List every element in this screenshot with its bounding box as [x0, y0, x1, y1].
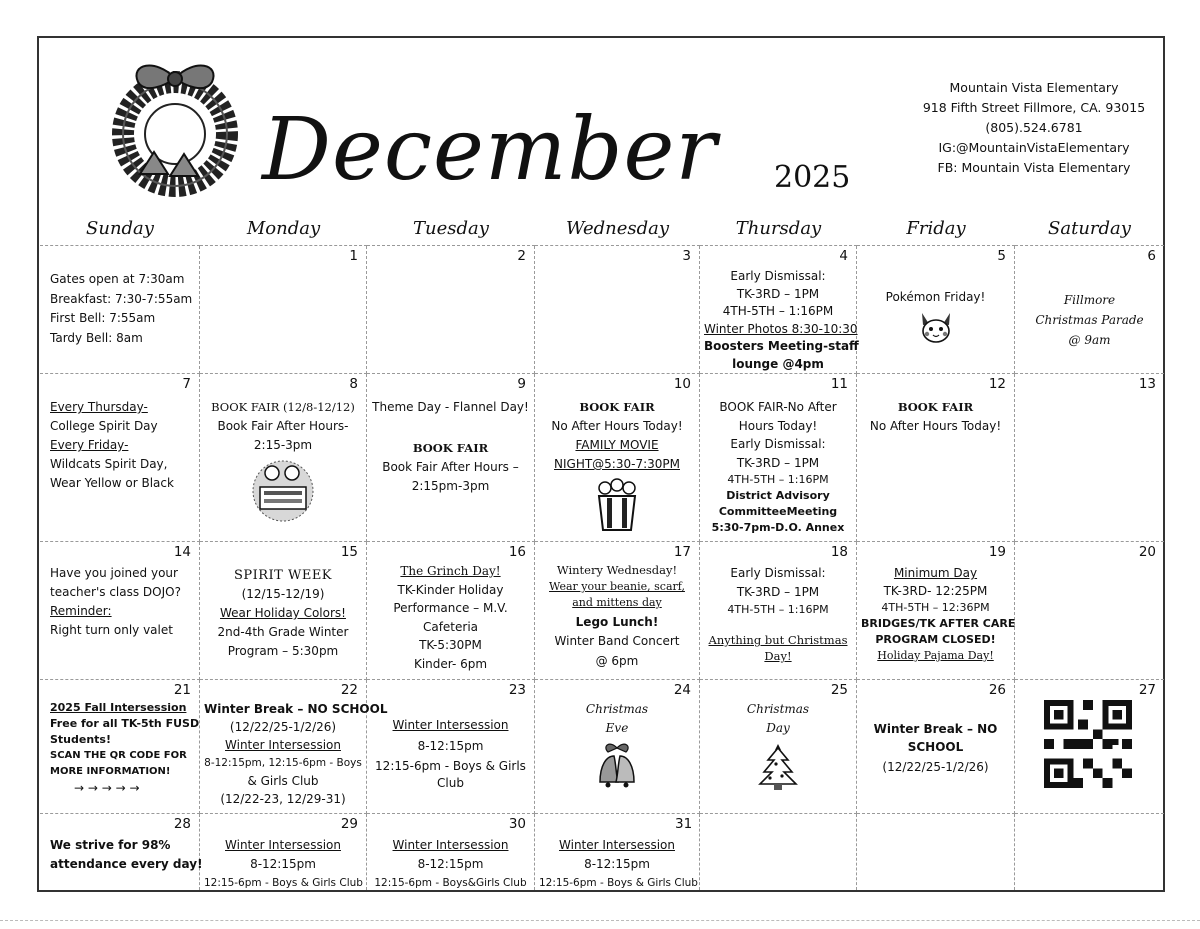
date-number: 1	[349, 248, 358, 264]
event-text: Wintery Wednesday!	[556, 563, 678, 577]
day-cell-dec-3	[535, 246, 700, 374]
event-text: NIGHT@5:30-7:30PM	[554, 457, 680, 471]
day-cell-dec-13	[1015, 374, 1164, 542]
day-cell-dec-7	[40, 374, 200, 542]
date-number: 10	[673, 376, 691, 392]
event-text: (12/15-12/19)	[241, 587, 325, 601]
day-cell-dec-17	[535, 542, 700, 680]
event-text: BOOK FAIR	[579, 400, 655, 414]
event-text: 4TH-5TH – 1:16PM	[722, 304, 834, 318]
page-bottom-rule	[0, 920, 1200, 921]
event-text: Winter Break – NO SCHOOL	[204, 702, 388, 716]
event-text: Winter Intersession	[225, 838, 341, 852]
event-text: College Spirit Day	[50, 419, 158, 433]
date-number: 12	[988, 376, 1006, 392]
event-text: Wildcats Spirit Day,	[50, 457, 168, 471]
date-number: 30	[508, 816, 526, 832]
event-text: District Advisory	[726, 489, 830, 502]
event-text: TK-5:30PM	[419, 638, 482, 652]
event-text: 2025 Fall Intersession	[50, 701, 187, 714]
event-text: We strive for 98%	[50, 838, 171, 852]
event-text: CommitteeMeeting	[718, 505, 838, 518]
date-number: 22	[340, 682, 358, 698]
day-cell-empty	[857, 814, 1015, 890]
dayname-monday: Monday	[200, 212, 367, 246]
school-phone: (805).524.6781	[985, 120, 1083, 135]
day-cell-dec-15	[200, 542, 367, 680]
day-cell-dec-29	[200, 814, 367, 890]
event-text: Wear Yellow or Black	[50, 476, 174, 490]
event-text: Early Dismissal:	[730, 566, 826, 580]
event-text: Every Friday-	[50, 438, 129, 452]
calendar-grid	[40, 212, 1164, 890]
date-number: 2	[517, 248, 526, 264]
date-number: 11	[830, 376, 848, 392]
pikachu-icon	[918, 311, 954, 345]
date-number: 27	[1138, 682, 1156, 698]
day-cell-dec-4	[700, 246, 857, 374]
date-number: 6	[1147, 248, 1156, 264]
day-cell-dec-30	[367, 814, 535, 890]
day-cell-dec-5	[857, 246, 1015, 374]
date-number: 21	[173, 682, 191, 698]
day-cell-dec-25	[700, 680, 857, 814]
date-number: 7	[182, 376, 191, 392]
event-text: 5:30-7pm-D.O. Annex	[711, 521, 845, 534]
day-cell-dec-9	[367, 374, 535, 542]
event-text: SCHOOL	[907, 740, 964, 754]
event-text: Reminder:	[50, 604, 112, 618]
event-text: TK-3RD- 12:25PM	[883, 584, 988, 598]
event-text: (12/22/25-1/2/26)	[229, 720, 337, 734]
event-text: Every Thursday-	[50, 400, 148, 414]
event-text: 4TH-5TH – 1:16PM	[727, 603, 829, 616]
event-text: SCAN THE QR CODE FOR	[50, 750, 187, 761]
event-text: Christmas	[746, 702, 810, 716]
event-text: The Grinch Day!	[400, 564, 501, 578]
event-text: Free for all TK-5th FUSD	[50, 717, 200, 730]
event-text: FAMILY MOVIE	[575, 438, 659, 452]
event-text: 2:15-3pm	[253, 438, 313, 452]
event-text: 12:15-6pm - Boys & Girls Club	[204, 877, 363, 889]
day-cell-dec-18	[700, 542, 857, 680]
event-text: lounge @4pm	[732, 356, 824, 371]
date-number: 18	[830, 544, 848, 560]
wreath-icon	[100, 56, 250, 196]
event-text: Winter Break – NO	[873, 722, 998, 736]
date-number: 28	[173, 816, 191, 832]
date-number: 15	[340, 544, 358, 560]
event-text: (12/22/25-1/2/26)	[882, 760, 989, 774]
event-text: 4TH-5TH – 12:36PM	[881, 601, 990, 614]
event-text: MORE INFORMATION!	[50, 766, 171, 777]
day-cell-dec-12	[857, 374, 1015, 542]
date-number: 5	[997, 248, 1006, 264]
day-cell-dec-26	[857, 680, 1015, 814]
date-number: 31	[675, 816, 693, 832]
event-text: Winter Intersession	[559, 838, 675, 852]
event-text: Theme Day - Flannel Day!	[372, 400, 529, 414]
event-text: Gates open at 7:30am	[50, 272, 185, 286]
school-name: Mountain Vista Elementary	[949, 80, 1119, 95]
event-text: No After Hours Today!	[869, 419, 1002, 433]
day-cell-dec-1	[200, 246, 367, 374]
date-number: 23	[508, 682, 526, 698]
day-cell-dec-22	[200, 680, 388, 814]
event-text: Early Dismissal:	[730, 437, 826, 451]
event-text: (12/22-23, 12/29-31)	[220, 792, 346, 806]
day-cell-dec-10	[535, 374, 700, 542]
event-text: Winter Photos 8:30-10:30	[704, 321, 858, 336]
date-number: 25	[830, 682, 848, 698]
event-text: Early Dismissal:	[730, 269, 826, 283]
event-text: 8-12:15pm	[584, 857, 650, 871]
date-number: 3	[682, 248, 691, 264]
qr-code-icon[interactable]	[1043, 700, 1133, 788]
day-cell-dec-19	[857, 542, 1015, 680]
book-fair-icon	[248, 459, 318, 523]
event-text: 12:15-6pm - Boys & Girls	[375, 759, 526, 773]
popcorn-icon	[593, 478, 641, 532]
event-text: Winter Intersession	[392, 838, 509, 852]
dayname-sunday: Sunday	[40, 212, 200, 246]
year-label: 2025	[774, 160, 851, 195]
event-text: Have you joined your	[50, 566, 178, 580]
arrows-icon: → → → → →	[74, 781, 140, 795]
event-text: BOOK FAIR (12/8-12/12)	[211, 400, 355, 414]
event-text: Wear your beanie, scarf,	[549, 580, 685, 593]
event-text: 8-12:15pm	[250, 857, 316, 871]
date-number: 17	[673, 544, 691, 560]
day-cell-dec-20	[1015, 542, 1164, 680]
date-number: 4	[839, 248, 848, 264]
event-text: Book Fair After Hours-	[217, 419, 349, 433]
month-title: December	[262, 100, 718, 200]
event-text: TK-3RD – 1PM	[736, 585, 820, 599]
event-text: & Girls Club	[247, 774, 319, 788]
dayname-thursday: Thursday	[700, 212, 857, 246]
event-text: Cafeteria	[422, 619, 479, 634]
day-cell-dec-27	[1015, 680, 1164, 814]
event-text: BRIDGES/TK AFTER CARE	[861, 617, 1016, 630]
event-text: First Bell: 7:55am	[50, 311, 156, 325]
event-text: and mittens day	[572, 596, 662, 609]
day-cell-dec-31	[535, 814, 700, 890]
day-cell-dec-28	[40, 814, 203, 890]
event-text: Winter Band Concert	[554, 634, 680, 648]
event-text: Right turn only valet	[50, 623, 173, 637]
event-text: SPIRIT WEEK	[233, 568, 333, 583]
event-text: Eve	[605, 721, 629, 735]
event-text: Day	[766, 721, 790, 735]
event-text: Winter Intersession	[392, 718, 509, 732]
event-text: 8-12:15pm	[417, 739, 484, 753]
date-number: 24	[673, 682, 691, 698]
christmas-tree-icon	[754, 742, 802, 792]
dayname-friday: Friday	[857, 212, 1015, 246]
event-text: Hours Today!	[738, 418, 818, 433]
day-cell-dec-2	[367, 246, 535, 374]
date-number: 29	[340, 816, 358, 832]
bells-icon	[592, 742, 642, 788]
date-number: 14	[173, 544, 191, 560]
day-cell-dec-14	[40, 542, 200, 680]
day-cell-week1-sun	[40, 246, 200, 374]
dayname-saturday: Saturday	[1015, 212, 1164, 246]
event-text: Fillmore	[1063, 293, 1116, 307]
school-info	[918, 78, 1150, 178]
event-text: 4TH-5TH – 1:16PM	[727, 473, 829, 486]
event-text: TK-3RD – 1PM	[736, 455, 820, 470]
event-text: Wear Holiday Colors!	[220, 606, 346, 620]
event-text: Winter Intersession	[225, 738, 341, 752]
event-text: Students!	[50, 733, 111, 746]
event-text: 12:15-6pm - Boys & Girls Club	[539, 877, 698, 889]
event-text: BOOK FAIR	[897, 400, 974, 414]
event-text: TK-Kinder Holiday	[397, 582, 504, 597]
day-cell-empty	[1015, 814, 1164, 890]
event-text: 8-12:15pm, 12:15-6pm - Boys	[204, 757, 362, 769]
day-cell-dec-6	[1015, 246, 1164, 374]
event-text: 12:15-6pm - Boys&Girls Club	[374, 877, 527, 889]
date-number: 19	[988, 544, 1006, 560]
date-number: 26	[988, 682, 1006, 698]
school-address: 918 Fifth Street Fillmore, CA. 93015	[922, 100, 1146, 115]
dayname-tuesday: Tuesday	[367, 212, 535, 246]
event-text: Christmas	[585, 702, 649, 716]
date-number: 9	[517, 376, 526, 392]
event-text: Christmas Parade	[1035, 313, 1144, 327]
school-facebook: FB: Mountain Vista Elementary	[937, 160, 1131, 175]
event-text: Performance – M.V.	[393, 601, 508, 615]
event-text: attendance every day!	[50, 857, 203, 871]
day-cell-dec-21	[40, 680, 200, 814]
school-instagram: IG:@MountainVistaElementary	[938, 140, 1130, 155]
event-text: BOOK FAIR-No After	[719, 400, 837, 414]
event-text: Book Fair After Hours –	[382, 460, 519, 474]
event-text: Holiday Pajama Day!	[877, 649, 994, 662]
event-text: Boosters Meeting-staff	[704, 339, 859, 353]
day-cell-dec-16	[367, 542, 535, 680]
event-text: Minimum Day	[893, 566, 978, 580]
event-text: teacher's class DOJO?	[50, 585, 181, 599]
event-text: @ 9am	[1068, 333, 1111, 347]
date-number: 20	[1138, 544, 1156, 560]
event-text: 8-12:15pm	[417, 857, 484, 871]
event-text: Anything but Christmas	[708, 633, 848, 647]
event-text: No After Hours Today!	[551, 419, 683, 433]
day-cell-dec-8	[200, 374, 367, 542]
event-text: Breakfast: 7:30-7:55am	[50, 291, 193, 306]
event-text: Day!	[764, 649, 792, 663]
date-number: 13	[1138, 376, 1156, 392]
event-text: @ 6pm	[595, 654, 639, 668]
day-cell-empty	[700, 814, 857, 890]
event-text: 2:15pm-3pm	[411, 479, 490, 493]
event-text: Club	[437, 776, 464, 790]
date-number: 8	[349, 376, 358, 392]
event-text: 2nd-4th Grade Winter	[217, 625, 349, 639]
day-cell-dec-11	[700, 374, 857, 542]
event-text: Tardy Bell: 8am	[50, 330, 143, 345]
event-text: Program – 5:30pm	[227, 644, 339, 658]
date-number: 16	[508, 544, 526, 560]
event-text: Kinder- 6pm	[413, 656, 488, 671]
event-text: PROGRAM CLOSED!	[875, 633, 996, 646]
event-text: BOOK FAIR	[412, 441, 489, 455]
event-text: TK-3RD – 1PM	[736, 286, 820, 301]
day-cell-dec-23	[367, 680, 535, 814]
day-cell-dec-24	[535, 680, 700, 814]
event-text: Lego Lunch!	[575, 615, 659, 629]
event-text: Pokémon Friday!	[885, 290, 986, 304]
dayname-wednesday: Wednesday	[535, 212, 700, 246]
